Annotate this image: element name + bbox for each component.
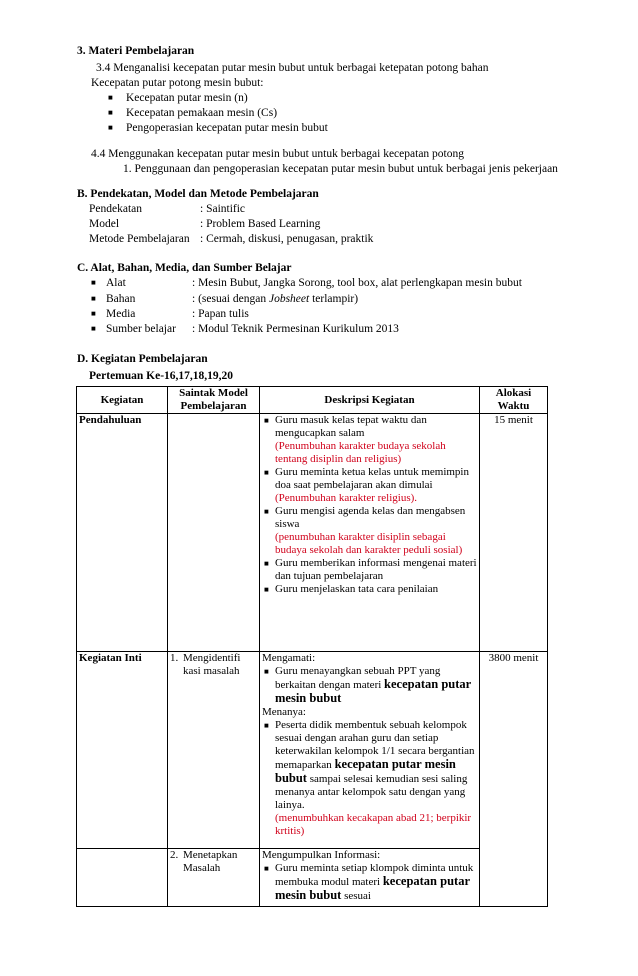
model-value: : Problem Based Learning (200, 218, 321, 230)
materi-bullet: Kecepatan pemakaan mesin (Cs) (126, 107, 278, 119)
sumber-value: : Modul Teknik Permesinan Kurikulum 2013 (192, 323, 399, 335)
pendahuluan-waktu: 15 menit (480, 414, 548, 652)
kecepatan-heading: Kecepatan putar potong mesin bubut: (91, 77, 264, 89)
bahan-label: Bahan (106, 293, 136, 305)
table-header-row (77, 387, 548, 414)
header-saintak: Saintak Model Pembelajaran (168, 387, 260, 414)
table-row-inti-2 (77, 849, 548, 907)
pendahuluan-label: Pendahuluan (77, 414, 168, 652)
bullet-icon: ■ (91, 294, 96, 303)
inti-saintak-2: 2. Menetapkan Masalah (168, 849, 260, 907)
media-label: Media (106, 308, 136, 320)
pendahuluan-saintak (168, 414, 260, 652)
list-item: ■ Peserta didik membentuk sebuah kelompok sesuai dengan arahan guru dan setiap keterwakilan kelompok 1/1 secara bergantian memaparkan kecepatan putar mesin bubut sampai selesai kemudian sesi saling menanya antar kelompok satu dengan yang lainya. (menumbuhkan kecakapan abad 21; berpikir krtitis) (262, 719, 477, 838)
header-kegiatan: Kegiatan (77, 387, 168, 414)
inti-label: Kegiatan Inti (77, 652, 168, 849)
bullet-icon: ■ (91, 278, 96, 287)
inti-saintak-1: 1. Mengidentifi kasi masalah (168, 652, 260, 849)
list-item: ■ Guru mengisi agenda kelas dan mengabsen siswa (penumbuhan karakter disiplin sebagai budaya sekolah dan karakter peduli sosial) (262, 505, 477, 557)
sumber-label: Sumber belajar (106, 323, 176, 335)
section-c-title: C. Alat, Bahan, Media, dan Sumber Belajar (77, 262, 292, 274)
header-deskripsi: Deskripsi Kegiatan (260, 387, 480, 414)
pendekatan-label: Pendekatan (89, 203, 143, 215)
inti-waktu: 3800 menit (480, 652, 548, 907)
inti-deskripsi-2 (260, 849, 480, 907)
list-item: ■ Guru meminta setiap klompok diminta untuk membuka modul materi kecepatan putar mesin bubut sesuai (262, 862, 477, 903)
model-label: Model (89, 218, 120, 230)
table-row-pendahuluan (77, 414, 548, 652)
mengamati-label: Mengamati: (262, 652, 316, 664)
bullet-icon: ■ (91, 309, 96, 318)
meeting-label: Pertemuan Ke-16,17,18,19,20 (89, 370, 234, 382)
mengumpulkan-label: Mengumpulkan Informasi: (262, 849, 381, 861)
bullet-icon: ■ (108, 123, 113, 132)
list-item: ■ Guru memberikan informasi mengenai materi dan tujuan pembelajaran (262, 557, 477, 583)
materi-4-4-item: 1. Penggunaan dan pengoperasian kecepatan putar mesin bubut untuk berbagai jenis pekerjaan (123, 163, 558, 175)
header-alokasi: Alokasi Waktu (480, 387, 548, 414)
materi-bullet: Pengoperasian kecepatan putar mesin bubut (126, 122, 328, 134)
section-d-title: D. Kegiatan Pembelajaran (77, 353, 208, 365)
metode-value: : Cermah, diskusi, penugasan, praktik (200, 233, 374, 245)
kegiatan-table (76, 386, 548, 907)
inti-kegiatan-empty (77, 849, 168, 907)
metode-label: Metode Pembelajaran (89, 233, 190, 245)
bullet-icon: ■ (108, 108, 113, 117)
list-item: ■ Guru menjelaskan tata cara penilaian (262, 583, 477, 596)
table-row-inti (77, 652, 548, 849)
materi-3-4: 3.4 Menganalisi kecepatan putar mesin bubut untuk berbagai ketepatan potong bahan (96, 62, 489, 74)
bullet-icon: ■ (91, 324, 96, 333)
section-b-title: B. Pendekatan, Model dan Metode Pembelajaran (77, 188, 319, 200)
list-item: ■ Guru meminta ketua kelas untuk memimpin doa saat pembelajaran akan dimulai (Penumbuhan karakter religius). (262, 466, 477, 505)
materi-bullet: Kecepatan putar mesin (n) (126, 92, 248, 104)
list-item: ■ Guru masuk kelas tepat waktu dan mengucapkan salam (Penumbuhan karakter budaya sekolah tentang disiplin dan religius) (262, 414, 477, 466)
menanya-label: Menanya: (262, 706, 306, 718)
media-value: : Papan tulis (192, 308, 249, 320)
bahan-value: : (sesuai dengan Jobsheet terlampir) (192, 293, 359, 305)
alat-value: : Mesin Bubut, Jangka Sorong, tool box, alat perlengkapan mesin bubut (192, 277, 522, 289)
list-item: ■ Guru menayangkan sebuah PPT yang berkaitan dengan materi kecepatan putar mesin bubut (262, 665, 477, 706)
section-3-title: 3. Materi Pembelajaran (77, 45, 195, 57)
bullet-icon: ■ (108, 93, 113, 102)
step-1-label: Mengidentifi kasi masalah (183, 652, 241, 677)
pendahuluan-deskripsi (260, 414, 480, 652)
pendekatan-value: : Saintific (200, 203, 246, 215)
inti-deskripsi-1 (260, 652, 480, 849)
alat-label: Alat (106, 277, 126, 289)
materi-4-4: 4.4 Menggunakan kecepatan putar mesin bubut untuk berbagai kecepatan potong (91, 148, 464, 160)
step-2-label: Menetapkan Masalah (183, 849, 238, 874)
